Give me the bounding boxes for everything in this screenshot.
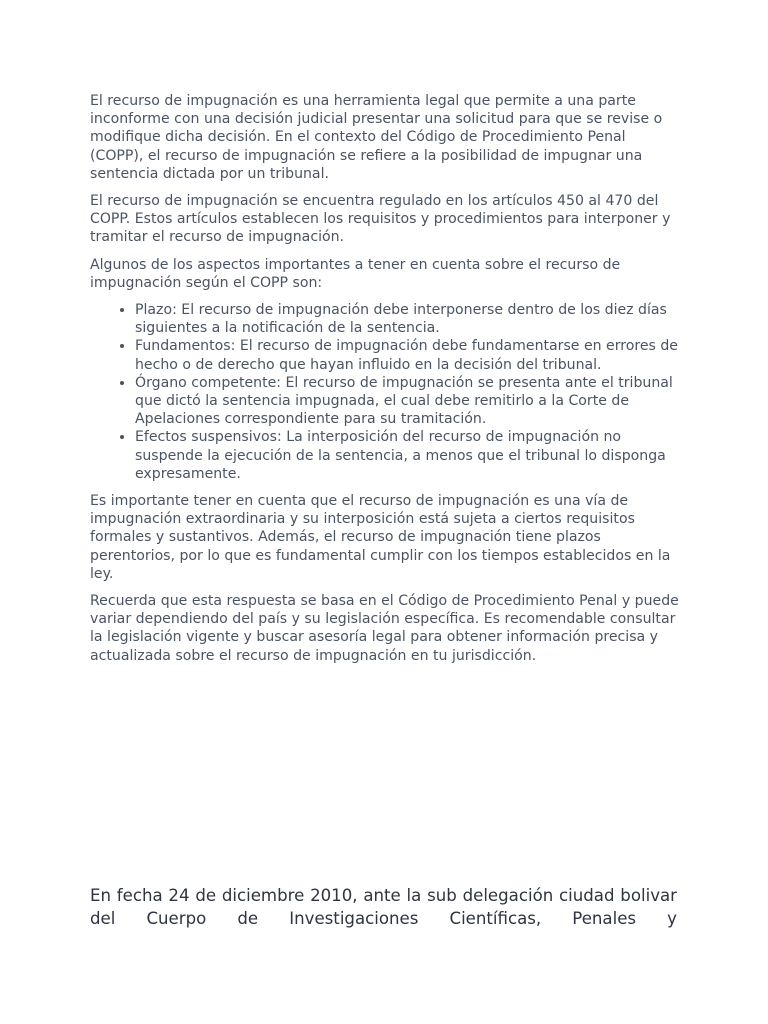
answer-text-block <box>90 92 680 674</box>
aspects-list <box>90 301 680 483</box>
answer-paragraph-5: Recuerda que esta respuesta se basa en el Código de Procedimiento Penal y puede variar dependiendo del país y su legislación específica. Es recomendable consultar la legislación vigente y buscar asesoría legal para obtener información precisa y actualizada sobre el recurso de impugnación en tu jurisdicción. <box>90 593 679 664</box>
answer-paragraph-3: Algunos de los aspectos importantes a tener en cuenta sobre el recurso de impugnación según el COPP son: <box>90 256 621 291</box>
list-item: • Efectos suspensivos: La interposición del recurso de impugnación no suspende la ejecución de la sentencia, a menos que el tribunal lo disponga expresamente. <box>135 428 680 483</box>
answer-paragraph-2: El recurso de impugnación se encuentra regulado en los artículos 450 al 470 del COPP. Estos artículos establecen los requisitos y procedimientos para interponer y tramitar el recurso de impugnación. <box>90 193 671 246</box>
list-item: • Fundamentos: El recurso de impugnación debe fundamentarse en errores de hecho o de derecho que hayan influido en la decisión del tribunal. <box>135 337 680 373</box>
list-item: • Órgano competente: El recurso de impugnación se presenta ante el tribunal que dictó la sentencia impugnada, el cual debe remitirlo a la Corte de Apelaciones correspondiente para su tramitación. <box>135 374 680 429</box>
answer-paragraph-4: Es importante tener en cuenta que el recurso de impugnación es una vía de impugnación extraordinaria y su interposición está sujeta a ciertos requisitos formales y sustantivos. Además, el recurso de impugnación tiene plazos perentorios, por lo que es fundamental cumplir con los tiempos establecidos en la ley. <box>90 493 671 582</box>
document-body-text: En fecha 24 de diciembre 2010, ante la sub delegación ciudad bolivar del Cuerpo de Investigaciones Científicas, Penales y <box>90 886 677 928</box>
answer-paragraph-1: El recurso de impugnación es una herramienta legal que permite a una parte inconforme con una decisión judicial presentar una solicitud para que se revise o modifique dicha decisión. En el contexto del Código de Procedimiento Penal (COPP), el recurso de impugnación se refiere a la posibilidad de impugnar una sentencia dictada por un tribunal. <box>90 93 663 182</box>
list-item: • Plazo: El recurso de impugnación debe interponerse dentro de los diez días siguientes a la notificación de la sentencia. <box>135 301 680 337</box>
